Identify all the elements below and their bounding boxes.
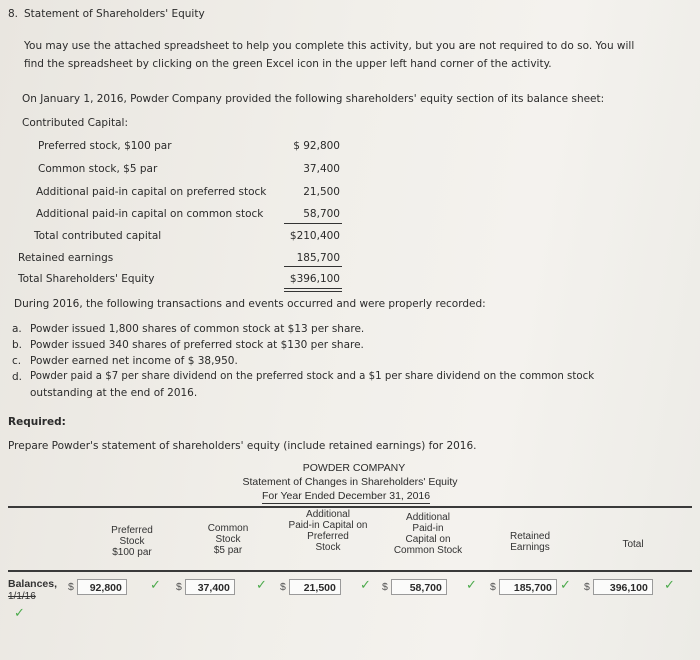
transaction-text: Powder issued 1,800 shares of common stock at $13 per share. (30, 323, 365, 335)
col-header-apic-preferred: Additional Paid-in Capital on Preferred Stock (288, 509, 368, 553)
bs-row-value: 58,700 (303, 208, 340, 220)
transaction-text-continued: outstanding at the end of 2016. (30, 387, 198, 399)
double-rule-bottom (284, 291, 342, 292)
total-rule (284, 266, 342, 267)
col-header-apic-common: Additional Paid-in Capital on Common Stock (393, 512, 463, 556)
check-icon: ✓ (14, 606, 25, 621)
col-header-retained-earnings: Retained Earnings (509, 531, 551, 553)
intro-line-2: find the spreadsheet by clicking on the green Excel icon in the upper left hand corner of the activity. (24, 58, 552, 70)
balance-input-retained-earnings[interactable]: 185,700 (499, 579, 557, 595)
transaction-letter: b. (12, 339, 23, 351)
check-icon: ✓ (560, 578, 571, 593)
double-rule-top (284, 288, 342, 289)
balance-cell-common (176, 578, 235, 596)
contributed-capital-label: Contributed Capital: (22, 117, 129, 129)
statement-period: For Year Ended December 31, 2016 (262, 490, 431, 502)
required-label: Required: (8, 416, 66, 428)
dollar-sign: $ (176, 581, 182, 593)
dollar-sign: $ (68, 581, 74, 593)
header-bottom-rule (8, 570, 692, 572)
bs-row-label: Additional paid-in capital on preferred stock (36, 186, 267, 198)
transaction-letter: a. (12, 323, 22, 335)
check-icon: ✓ (256, 578, 267, 593)
balance-cell-preferred (68, 578, 127, 596)
bs-row-label: Additional paid-in capital on common stock (36, 208, 264, 220)
transaction-text: Powder earned net income of $ 38,950. (30, 355, 238, 367)
total-contributed-value: $210,400 (289, 230, 340, 242)
subtotal-rule (284, 223, 342, 224)
check-icon: ✓ (360, 578, 371, 593)
check-icon: ✓ (150, 578, 161, 593)
total-equity-label: Total Shareholders' Equity (18, 273, 155, 285)
bs-row-value: 21,500 (303, 186, 340, 198)
bs-row-value: $ 92,800 (293, 140, 340, 152)
transactions-intro: During 2016, the following transactions and events occurred and were properly recorded: (14, 298, 486, 310)
balance-input-preferred[interactable]: 92,800 (77, 579, 127, 595)
check-icon: ✓ (664, 578, 675, 593)
balances-label: Balances, (8, 578, 58, 590)
retained-earnings-value: 185,700 (296, 252, 340, 264)
balances-date: 1/1/16 (8, 591, 36, 602)
total-contributed-label: Total contributed capital (34, 230, 162, 242)
statement-company: POWDER COMPANY (302, 462, 406, 474)
bs-row-label: Preferred stock, $100 par (38, 140, 172, 152)
transaction-text: Powder paid a $7 per share dividend on the preferred stock and a $1 per share dividend on the common stock (30, 371, 595, 382)
header-top-rule (8, 506, 692, 508)
bs-row-value: 37,400 (303, 163, 340, 175)
balance-cell-total (584, 578, 653, 596)
required-text: Prepare Powder's statement of shareholders' equity (include retained earnings) for 2016. (8, 440, 477, 452)
context-text: On January 1, 2016, Powder Company provided the following shareholders' equity section of its balance sheet: (22, 93, 605, 105)
dollar-sign: $ (584, 581, 590, 593)
transaction-text: Powder issued 340 shares of preferred stock at $130 per share. (30, 339, 364, 351)
balance-input-apic-preferred[interactable]: 21,500 (289, 579, 341, 595)
total-equity-value: $396,100 (289, 273, 340, 285)
dollar-sign: $ (490, 581, 496, 593)
balance-cell-apic-common (382, 578, 447, 596)
col-header-preferred: Preferred Stock $100 par (111, 525, 153, 558)
dollar-sign: $ (280, 581, 286, 593)
dollar-sign: $ (382, 581, 388, 593)
check-icon: ✓ (466, 578, 477, 593)
transaction-letter: d. (12, 371, 23, 383)
col-header-total: Total (622, 539, 644, 550)
balance-cell-apic-preferred (280, 578, 341, 596)
balance-cell-retained-earnings (490, 578, 557, 596)
col-header-common: Common Stock $5 par (207, 523, 249, 556)
intro-line-1: You may use the attached spreadsheet to help you complete this activity, but you are not required to do so. You will (24, 40, 635, 52)
bs-row-label: Common stock, $5 par (38, 163, 158, 175)
balance-input-common[interactable]: 37,400 (185, 579, 235, 595)
question-title: Statement of Shareholders' Equity (24, 8, 205, 20)
question-number: 8. (8, 8, 19, 20)
balance-input-total[interactable]: 396,100 (593, 579, 653, 595)
balance-input-apic-common[interactable]: 58,700 (391, 579, 447, 595)
transaction-letter: c. (12, 355, 22, 367)
statement-title: Statement of Changes in Shareholders' Equity (242, 476, 458, 488)
retained-earnings-label: Retained earnings (18, 252, 114, 264)
